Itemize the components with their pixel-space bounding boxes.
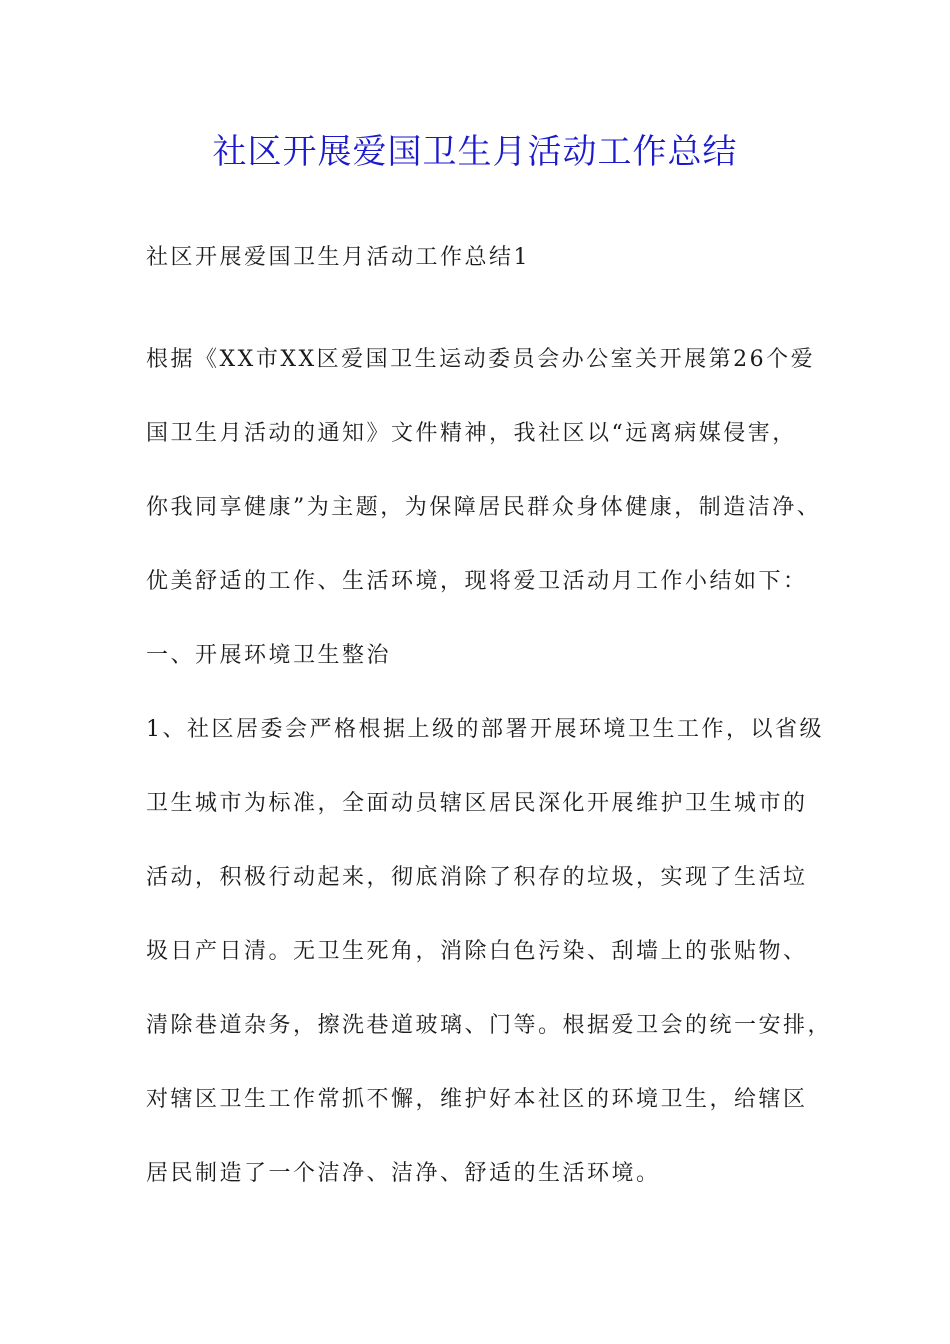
paragraph-line: 1、社区居委会严格根据上级的部署开展环境卫生工作，以省级 xyxy=(146,717,824,742)
paragraph-line: 居民制造了一个洁净、洁净、舒适的生活环境。 xyxy=(146,1161,661,1186)
paragraph-line: 你我同享健康”为主题，为保障居民群众身体健康，制造洁净、 xyxy=(146,495,822,520)
paragraph-line: 优美舒适的工作、生活环境，现将爱卫活动月工作小结如下： xyxy=(146,569,808,594)
paragraph-line: 清除巷道杂务，擦洗巷道玻璃、门等。根据爱卫会的统一安排， xyxy=(146,1013,833,1038)
paragraph-line: 活动，积极行动起来，彻底消除了积存的垃圾，实现了生活垃 xyxy=(146,865,808,890)
paragraph-line: 圾日产日清。无卫生死角，消除白色污染、刮墙上的张贴物、 xyxy=(146,939,808,964)
subheading: 一、开展环境卫生整治 xyxy=(146,643,392,668)
paragraph-line: 根据《XX市XX区爱国卫生运动委员会办公室关开展第26个爱 xyxy=(146,347,816,372)
paragraph-line: 卫生城市为标准，全面动员辖区居民深化开展维护卫生城市的 xyxy=(146,791,808,816)
paragraph-line: 对辖区卫生工作常抓不懈，维护好本社区的环境卫生，给辖区 xyxy=(146,1087,808,1112)
section-heading: 社区开展爱国卫生月活动工作总结1 xyxy=(146,245,530,270)
paragraph-line: 国卫生月活动的通知》文件精神，我社区以“远离病媒侵害， xyxy=(146,421,797,446)
document-title: 社区开展爱国卫生月活动工作总结 xyxy=(212,132,738,172)
